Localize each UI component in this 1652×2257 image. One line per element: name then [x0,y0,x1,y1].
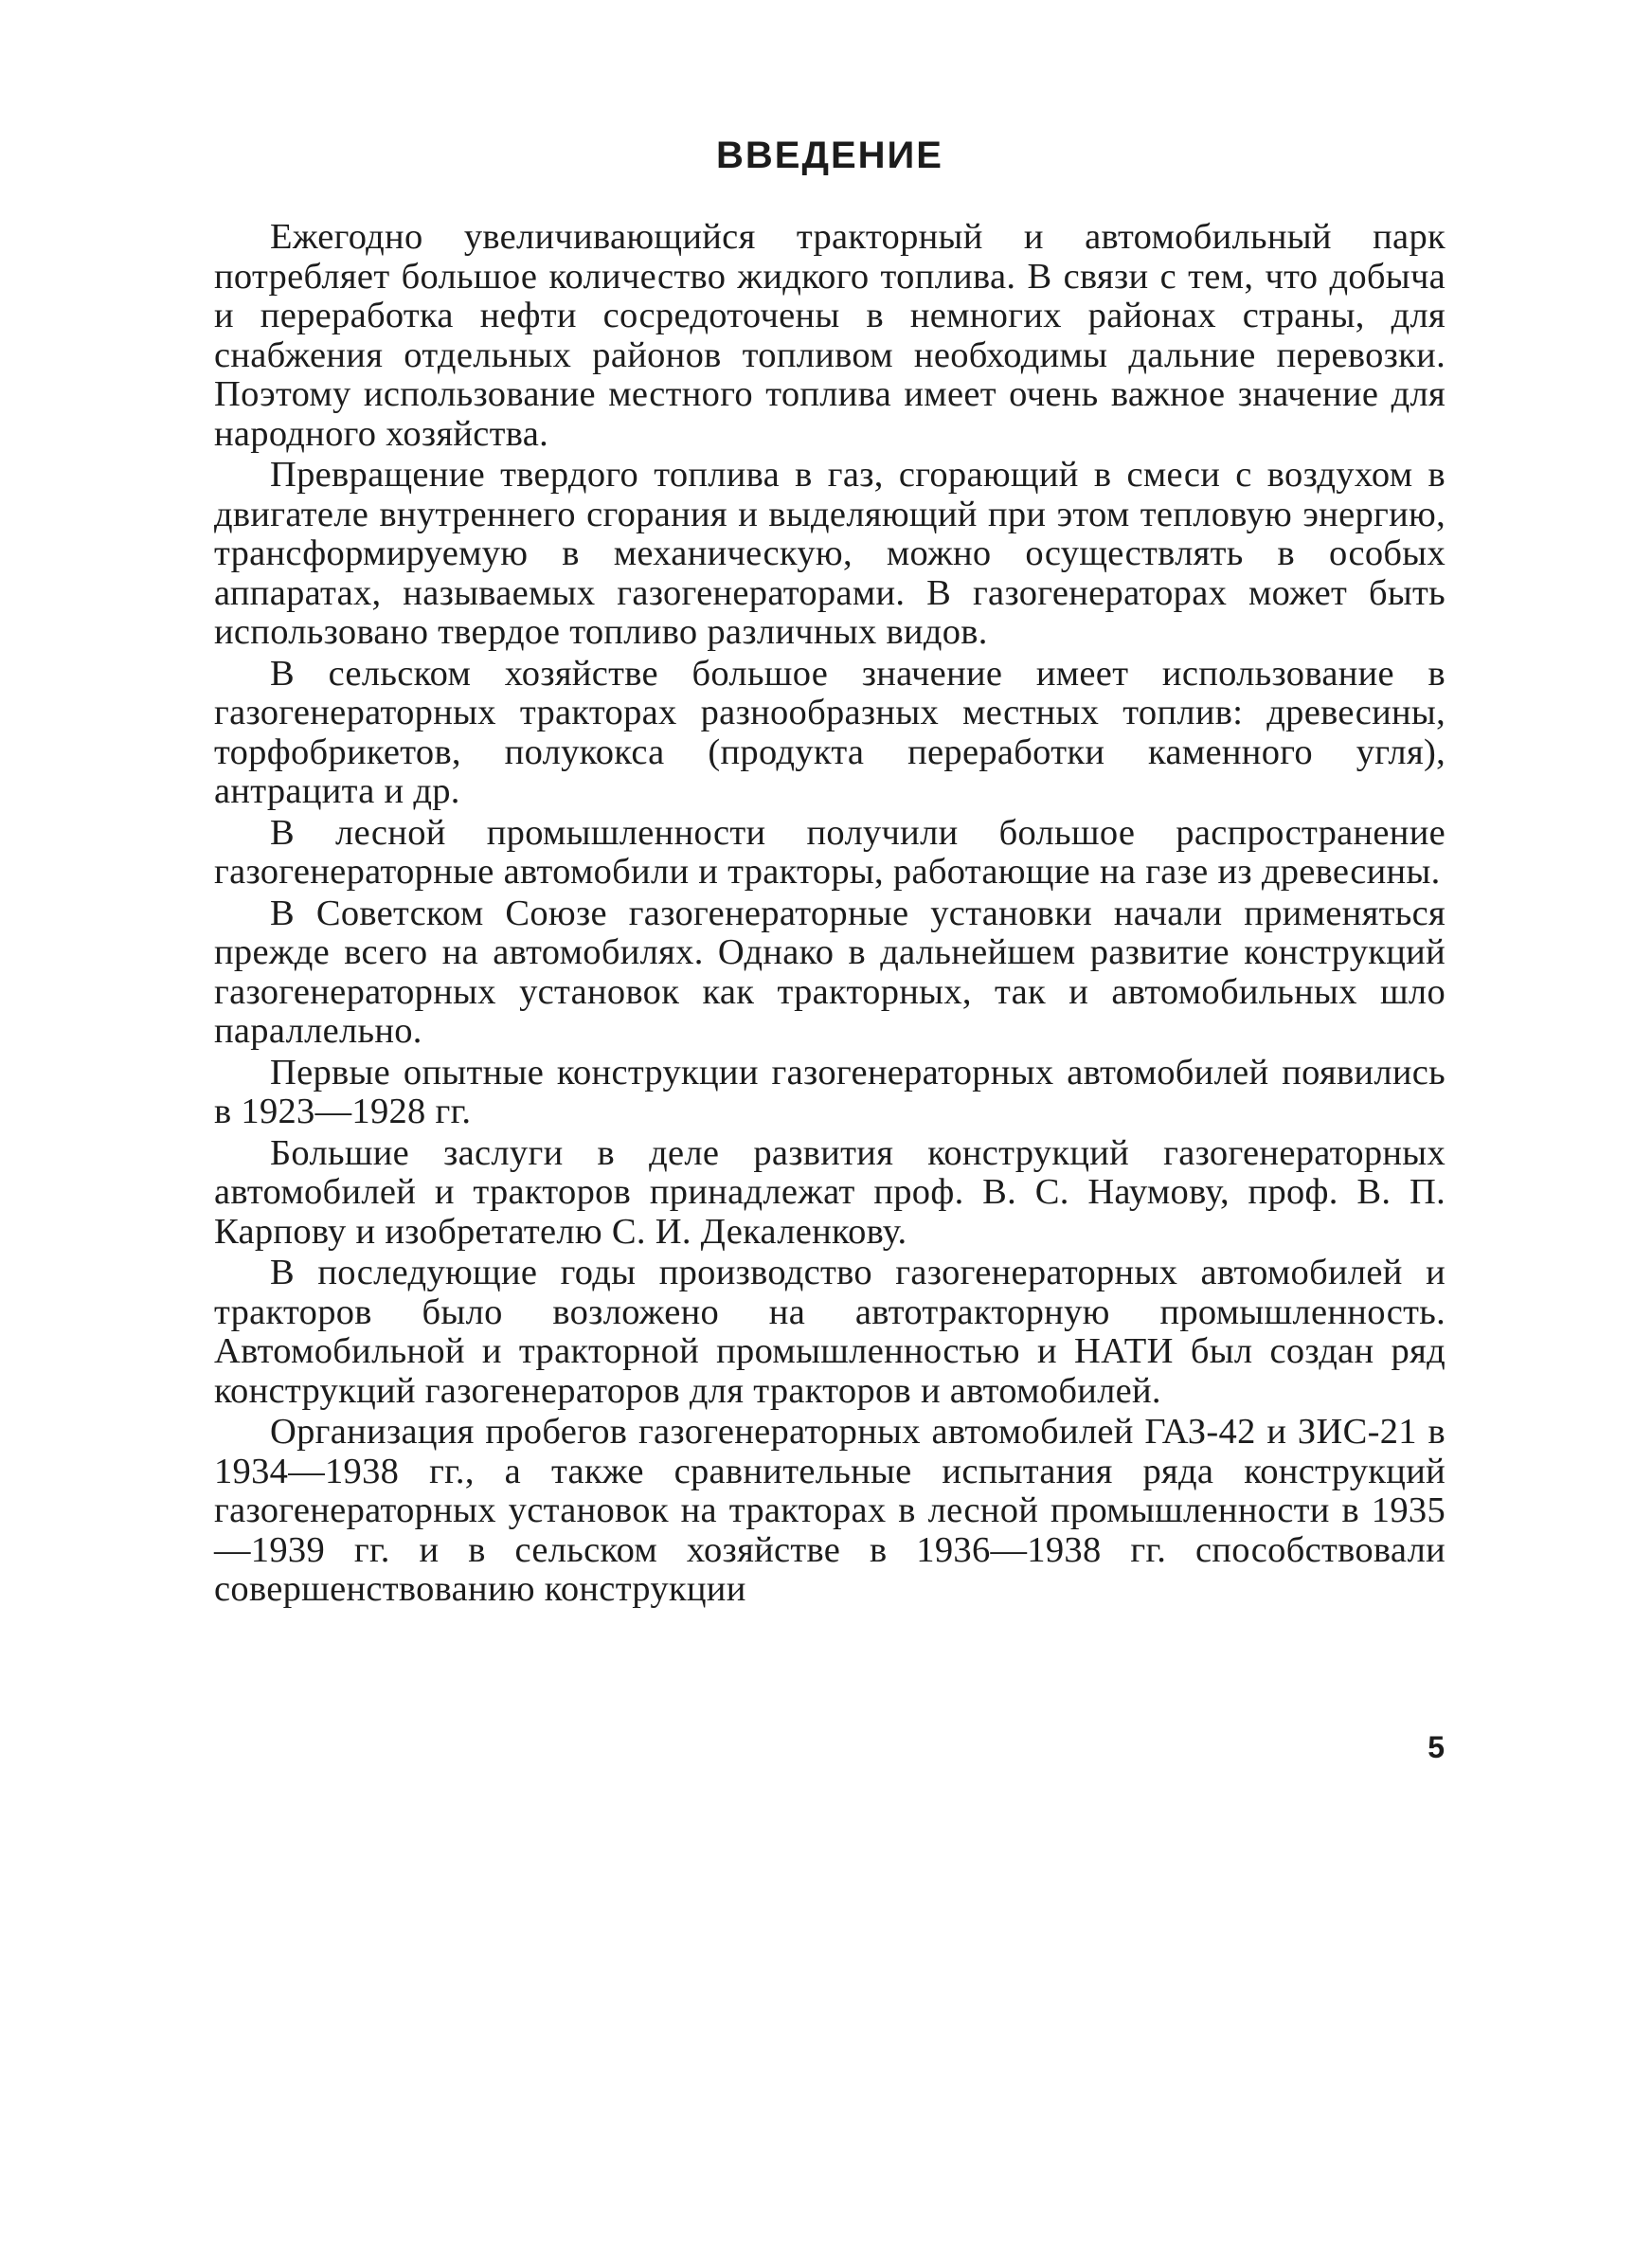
paragraph: Превращение твердого топлива в газ, сгорающий в смеси с воздухом в двигателе внутреннего сгорания и выделяющий при этом тепловую энергию, трансформируемую в механическую, можно осуществлять в особых аппаратах, называемых газогенераторами. В газогенераторах может быть использовано твердое топливо различных видов. [214,455,1446,652]
paragraph: В последующие годы производство газогенераторных автомобилей и тракторов было возложено на автотракторную промышленность. Автомобильной и тракторной промышленностью и НАТИ был создан ряд конструкций газогенераторов для тракторов и автомобилей. [214,1253,1446,1411]
paragraph: В лесной промышленности получили большое распространение газогенераторные автомобили и тракторы, работающие на газе из древесины. [214,812,1446,892]
paragraph: В Советском Союзе газогенераторные установки начали применяться прежде всего на автомобилях. Однако в дальнейшем развитие конструкций газогенераторных установок как тракторных, так и автомобильных шло параллельно. [214,893,1446,1051]
paragraph: В сельском хозяйстве большое значение имеет использование в газогенераторных тракторах разнообразных местных топлив: древесины, торфобрикетов, полукокса (продукта переработки каменного угля), антрацита и др. [214,653,1446,811]
paragraph: Большие заслуги в деле развития конструкций газогенераторных автомобилей и тракторов принадлежат проф. В. С. Наумову, проф. В. П. Карпову и изобретателю С. И. Декаленкову. [214,1132,1446,1252]
paragraph: Организация пробегов газогенераторных автомобилей ГАЗ-42 и ЗИС-21 в 1934—1938 гг., а также сравнительные испытания ряда конструкций газогенераторных установок на тракторах в лесной промышленности в 1935—1939 гг. и в сельском хозяйстве в 1936—1938 гг. способствовали совершенствованию конструкции [214,1412,1446,1609]
paragraph: Ежегодно увеличивающийся тракторный и автомобильный парк потребляет большое количество жидкого топлива. В связи с тем, что добыча и переработка нефти сосредоточены в немногих районах страны, для снабжения отдельных районов топливом необходимы дальние перевозки. Поэтому использование местного топлива имеет очень важное значение для народного хозяйства. [214,217,1446,454]
page-number: 5 [1428,1730,1445,1764]
page-title: ВВЕДЕНИЕ [716,135,943,176]
text-block [214,133,1446,1612]
paragraph: Первые опытные конструкции газогенераторных автомобилей появились в 1923—1928 гг. [214,1052,1446,1131]
